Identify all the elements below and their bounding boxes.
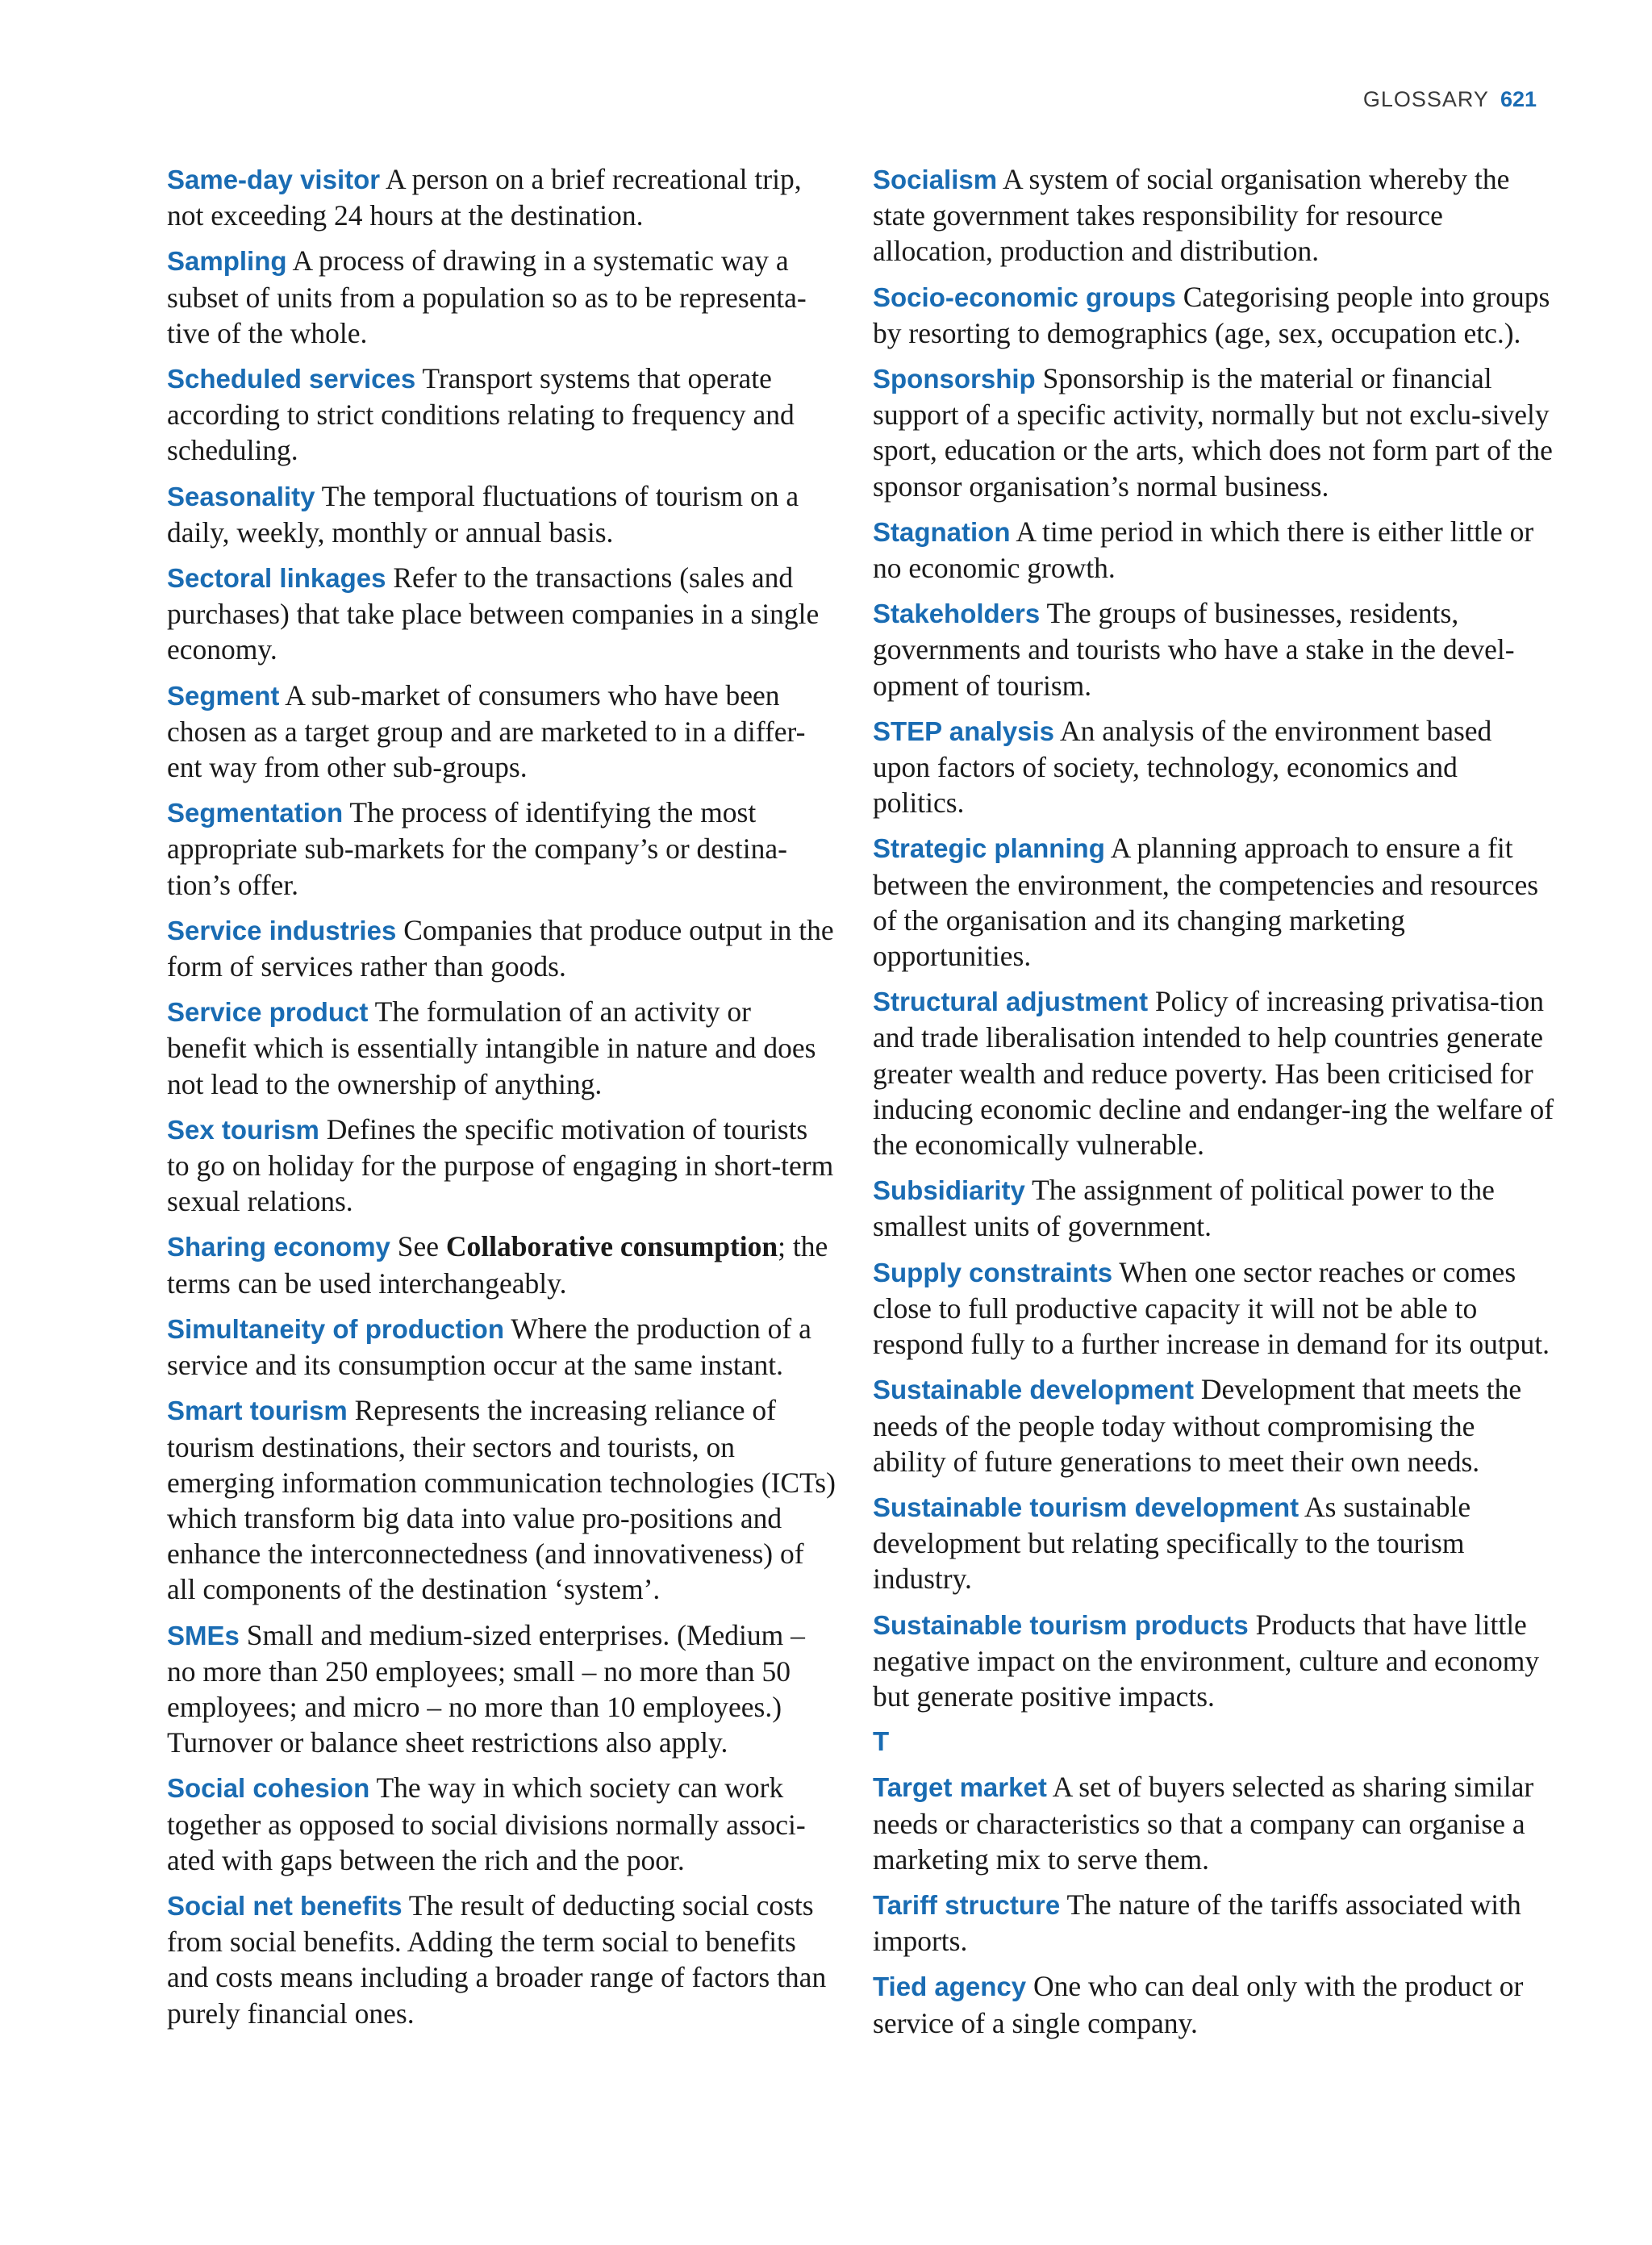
glossary-entry (167, 478, 836, 550)
glossary-definition: Represents the increasing reliance of tourism destinations, their sectors and tourists, on emerging information communication technologies (ICTs) which transform big data into value pro-positions and enhance the interconnectedness (and innovativeness) of all components of the destination ‘system’. (167, 1394, 836, 1606)
glossary-entry (873, 361, 1554, 504)
glossary-term: Simultaneity of production (167, 1313, 504, 1344)
glossary-definition: The groups of businesses, residents, governments and tourists who have a stake in the devel-opment of tourism. (873, 597, 1515, 702)
glossary-entry (167, 994, 836, 1102)
glossary-entry (167, 912, 836, 984)
glossary-term: Sex tourism (167, 1114, 319, 1145)
s-entries (873, 161, 1554, 1714)
glossary-definition: Products that have little negative impact on the environment, culture and economy but generate positive impacts. (873, 1608, 1540, 1713)
glossary-definition: Development that meets the needs of the people today without compromising the ability of future generations to meet their own needs. (873, 1373, 1522, 1478)
glossary-definition: The way in which society can work together as opposed to social divisions normally associ-ated with gaps between the rich and the poor. (167, 1771, 806, 1876)
glossary-definition: An analysis of the environment based upon factors of society, technology, economics and politics. (873, 714, 1492, 820)
glossary-term: Smart tourism (167, 1396, 348, 1426)
glossary-entry (873, 1254, 1554, 1362)
glossary-definition: The nature of the tariffs associated with imports. (873, 1888, 1521, 1958)
glossary-definition: Small and medium-sized enterprises. (Medium – no more than 250 employees; small – no more than 50 employees; and micro – no more than 10 employees.) Turnover or balance sheet restrictions also apply. (167, 1618, 805, 1759)
glossary-term: Service industries (167, 915, 397, 945)
glossary-definition: Defines the specific motivation of tourists to go on holiday for the purpose of engaging in short-term sexual relations. (167, 1112, 834, 1218)
glossary-entry (167, 1229, 836, 1300)
glossary-entry (873, 1489, 1554, 1597)
glossary-entry (873, 279, 1554, 351)
glossary-term: Stakeholders (873, 599, 1041, 629)
glossary-entry (873, 514, 1554, 586)
glossary-entry (167, 1770, 836, 1878)
glossary-term: Sampling (167, 246, 287, 277)
glossary-entry (167, 560, 836, 668)
glossary-definition-tail: ; the terms can be used interchangeably. (167, 1230, 828, 1300)
glossary-term: STEP analysis (873, 716, 1055, 746)
glossary-term: Sharing economy (167, 1232, 390, 1262)
glossary-term: Sponsorship (873, 364, 1036, 394)
glossary-definition: The result of deducting social costs from social benefits. Adding the term social to benefits and costs means including a broader range of factors than purely financial ones. (167, 1888, 827, 2030)
glossary-term: Service product (167, 997, 369, 1028)
page-number: 621 (1500, 87, 1537, 111)
glossary-entry (167, 1392, 836, 1607)
glossary-entry (167, 1617, 836, 1761)
glossary-entry (167, 1311, 836, 1383)
glossary-term: Target market (873, 1772, 1047, 1803)
glossary-term: Social cohesion (167, 1773, 370, 1804)
glossary-term: Sustainable development (873, 1375, 1194, 1405)
glossary-definition: A person on a brief recreational trip, not exceeding 24 hours at the destination. (167, 163, 802, 232)
glossary-definition: The formulation of an activity or benefit which is essentially intangible in nature and does not lead to the ownership of anything. (167, 995, 816, 1100)
glossary-term: Segment (167, 680, 280, 711)
glossary-entry (167, 1888, 836, 2031)
glossary-definition: A planning approach to ensure a fit between the environment, the competencies and resources of the organisation and its changing marketing opportunities. (873, 832, 1539, 973)
glossary-term: Sustainable tourism development (873, 1492, 1299, 1522)
glossary-entry (873, 1769, 1554, 1877)
glossary-definition: Policy of increasing privatisa-tion and trade liberalisation intended to help countries generate greater wealth and reduce poverty. Has been criticised for inducing economic decline and endanger-ing the welfare of the economically vulnerable. (873, 985, 1554, 1162)
t-entries (873, 1769, 1554, 2040)
glossary-entry (167, 243, 836, 351)
glossary-entry (873, 1968, 1554, 2040)
glossary-term: Sectoral linkages (167, 563, 386, 594)
glossary-entry (167, 795, 836, 903)
glossary-term: Scheduled services (167, 364, 416, 394)
glossary-definition: When one sector reaches or comes close to full productive capacity it will not be able to respond fully to a further increase in demand for its output. (873, 1255, 1550, 1361)
glossary-definition: See (390, 1230, 446, 1263)
right-column (873, 161, 1554, 2051)
glossary-entry (873, 595, 1554, 703)
glossary-definition: Transport systems that operate according to strict conditions relating to frequency and scheduling. (167, 362, 795, 467)
glossary-definition: Refer to the transactions (sales and purchases) that take place between companies in a single economy. (167, 561, 820, 666)
glossary-term: Sustainable tourism products (873, 1609, 1249, 1640)
section-letter: T (873, 1726, 890, 1757)
glossary-entry (873, 1371, 1554, 1479)
section-title: GLOSSARY (1362, 87, 1489, 111)
glossary-term: Supply constraints (873, 1257, 1113, 1287)
glossary-entry (167, 361, 836, 469)
glossary-term: Segmentation (167, 798, 344, 828)
glossary-entry (873, 1172, 1554, 1244)
glossary-term: Social net benefits (167, 1890, 403, 1921)
glossary-term: Same-day visitor (167, 165, 381, 194)
glossary-entry (873, 713, 1554, 821)
glossary-entry (167, 161, 836, 233)
glossary-term: Structural adjustment (873, 987, 1149, 1017)
glossary-definition: A set of buyers selected as sharing similar needs or characteristics so that a company can organise a marketing mix to serve them. (873, 1771, 1534, 1876)
glossary-definition: Sponsorship is the material or financial support of a specific activity, normally but not exclu-sively sport, education or the arts, which does not form part of the sponsor organisation’s normal business. (873, 362, 1553, 503)
glossary-definition: Categorising people into groups by resorting to demographics (age, sex, occupation etc.). (873, 280, 1550, 349)
glossary-term: SMEs (167, 1620, 240, 1650)
running-header (1363, 87, 1537, 112)
glossary-entry (873, 1607, 1554, 1715)
glossary-term: Tariff structure (873, 1889, 1061, 1920)
glossary-definition: The temporal fluctuations of tourism on a daily, weekly, monthly or annual basis. (167, 479, 799, 549)
glossary-term: Tied agency (873, 1972, 1027, 2002)
glossary-definition: Companies that produce output in the form of services rather than goods. (167, 913, 834, 983)
glossary-definition: The process of identifying the most appropriate sub-markets for the company’s or destina-tion’s offer. (167, 796, 787, 901)
glossary-definition: A time period in which there is either little or no economic growth. (873, 515, 1534, 585)
glossary-entry (873, 983, 1554, 1162)
glossary-definition: A sub-market of consumers who have been chosen as a target group and are marketed to in a differ-ent way from other sub-groups. (167, 678, 806, 784)
glossary-entry (873, 161, 1554, 269)
glossary-definition: One who can deal only with the product or service of a single company. (873, 1970, 1524, 2039)
glossary-entry (873, 830, 1554, 974)
glossary-definition: A system of social organisation whereby the state government takes responsibility for resource allocation, production and distribution. (873, 163, 1510, 268)
glossary-entry (167, 1112, 836, 1220)
glossary-term: Socio-economic groups (873, 282, 1176, 312)
glossary-term: Subsidiarity (873, 1175, 1025, 1206)
glossary-term: Stagnation (873, 516, 1011, 547)
glossary-entry (167, 678, 836, 786)
glossary-entry (873, 1887, 1554, 1959)
glossary-definition: Where the production of a service and its consumption occur at the same instant. (167, 1312, 811, 1382)
glossary-term: Socialism (873, 165, 998, 194)
glossary-term: Strategic planning (873, 833, 1105, 864)
glossary-term: Seasonality (167, 481, 315, 511)
cross-reference: Collaborative consumption (445, 1230, 778, 1263)
glossary-definition: The assignment of political power to the smallest units of government. (873, 1174, 1495, 1243)
left-column (167, 161, 836, 2041)
glossary-definition: A process of drawing in a systematic way a subset of units from a population so as to be representa-tive of the whole. (167, 244, 807, 349)
glossary-definition: As sustainable development but relating specifically to the tourism industry. (873, 1490, 1471, 1596)
